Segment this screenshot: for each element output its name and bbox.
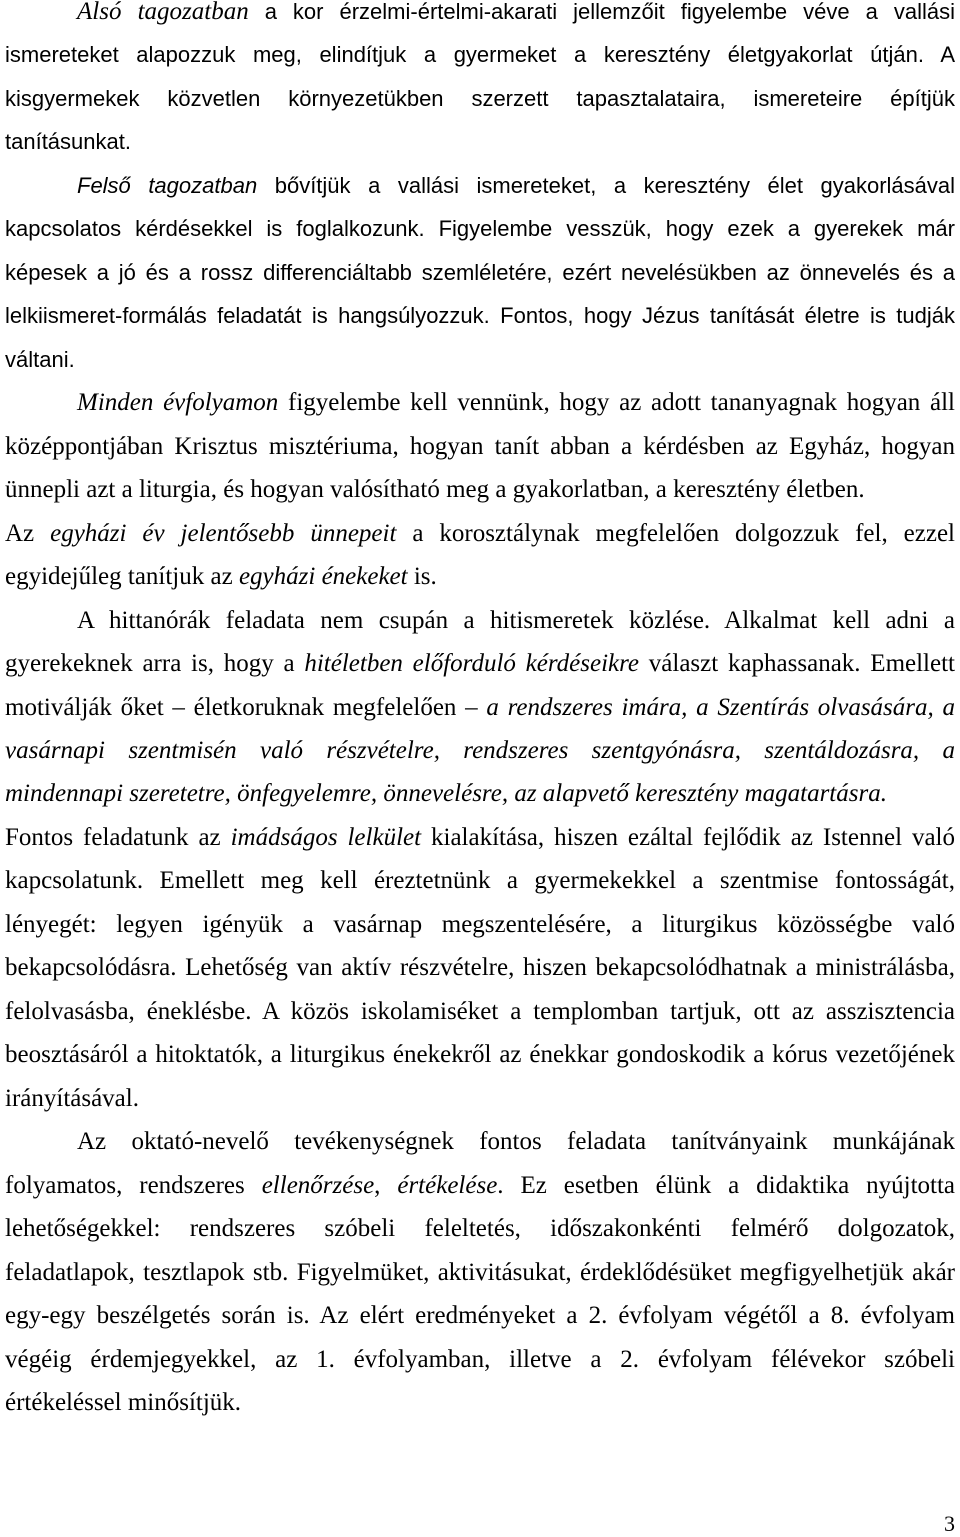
text-run: ünnepli azt a liturgia, és hogyan valósítható meg a gyakorlatban, a keresztény életben.	[5, 476, 865, 504]
emphasized-text: imádságos lelkület	[230, 823, 422, 851]
text-run: motiválják őket – életkoruknak megfelelően –	[5, 693, 487, 721]
text-run: Fontos feladatunk az	[5, 823, 231, 851]
text-line	[5, 338, 955, 381]
text-run: bővítjük a vallási ismereteket, a keresztény élet gyakorlásával	[257, 172, 955, 198]
emphasized-text: Felső tagozatban	[77, 172, 258, 198]
text-line	[5, 946, 955, 989]
text-run: kisgyermekek közvetlen környezetükben szerzett tapasztalataira, ismereteire építjük	[5, 85, 955, 111]
text-line	[5, 1120, 955, 1163]
text-run: Az oktató-nevelő tevékenységnek fontos feladata tanítványaink munkájának	[77, 1128, 955, 1156]
emphasized-text: egyházi év jelentősebb ünnepeit	[50, 519, 397, 547]
text-run: tanításunkat.	[5, 129, 131, 155]
paragraph-upper-grades	[5, 164, 955, 381]
text-line	[5, 599, 955, 642]
emphasized-text: vasárnapi szentmisén való részvételre, rendszeres szentgyónásra, szentáldozásra, a	[5, 736, 955, 764]
text-run: irányításával.	[5, 1084, 139, 1112]
emphasized-text: egyházi énekeket	[238, 563, 408, 591]
text-line	[5, 381, 955, 424]
text-run: folyamatos, rendszeres	[5, 1171, 262, 1199]
text-run: Az	[5, 519, 51, 547]
text-line	[5, 1381, 955, 1424]
paragraph-church-year	[5, 512, 955, 599]
paragraph-every-grade	[5, 381, 955, 511]
text-run: felolvasásba, éneklésbe. A közös iskolamiséket a templomban tartjuk, ott az asszisztencia	[5, 997, 955, 1025]
emphasized-text: Alsó tagozatban	[77, 0, 249, 25]
text-run: egyidejűleg tanítjuk az	[5, 563, 239, 591]
text-run: végéig érdemjegyekkel, az 1. évfolyamban, illetve a 2. évfolyam félévekor szóbeli	[5, 1345, 955, 1373]
text-line	[5, 816, 955, 859]
text-line	[5, 425, 955, 468]
emphasized-text: Minden évfolyamon	[77, 389, 279, 417]
page-number: 3	[944, 1511, 955, 1536]
text-line	[5, 251, 955, 294]
text-line	[5, 468, 955, 511]
text-run: figyelembe kell vennünk, hogy az adott tananyagnak hogyan áll	[278, 389, 955, 417]
text-line	[5, 903, 955, 946]
text-run: A hittanórák feladata nem csupán a hitismeretek közlése. Alkalmat kell adni a	[77, 606, 955, 634]
emphasized-text: hitéletben előforduló kérdéseikre	[304, 650, 640, 678]
text-line	[5, 642, 955, 685]
emphasized-text: a rendszeres imára, a Szentírás olvasására, a	[486, 693, 955, 721]
text-line	[5, 0, 955, 33]
text-run: feladatlapok, tesztlapok stb. Figyelmüket, aktivitásukat, érdeklődésüket megfigyelhetjük akár	[5, 1258, 955, 1286]
paragraph-assessment	[5, 1120, 955, 1424]
emphasized-text: mindennapi szeretetre, önfegyelemre, önnevelésre, az alapvető keresztény magatartásra.	[5, 780, 887, 808]
text-run: kapcsolatos kérdésekkel is foglalkozunk. Figyelembe vesszük, hogy ezek a gyerekek már	[5, 216, 955, 242]
text-run: középpontjában Krisztus misztériuma, hogyan tanít abban a kérdésben az Egyház, hogyan	[5, 432, 955, 460]
text-run: gyerekeknek arra is, hogy a	[5, 650, 305, 678]
text-run: választ kaphassanak. Emellett	[639, 650, 955, 678]
text-line	[5, 990, 955, 1033]
text-run: ismereteket alapozzuk meg, elindítjuk a gyermeket a keresztény életgyakorlat útján. A	[5, 42, 955, 68]
text-line	[5, 33, 955, 76]
text-run: a kor érzelmi-értelmi-akarati jellemzőit figyelembe véve a vallási	[248, 0, 955, 24]
text-run: kialakítása, hiszen ezáltal fejlődik az Istennel való	[421, 823, 955, 851]
text-line	[5, 1077, 955, 1120]
text-line	[5, 164, 955, 207]
text-line	[5, 1164, 955, 1207]
text-line	[5, 1207, 955, 1250]
text-line	[5, 77, 955, 120]
text-line	[5, 120, 955, 163]
text-run: a korosztálynak megfelelően dolgozzuk fel, ezzel	[396, 519, 955, 547]
text-line	[5, 1251, 955, 1294]
text-run: váltani.	[5, 346, 75, 372]
paragraph-lesson-tasks	[5, 599, 955, 816]
text-line	[5, 1338, 955, 1381]
emphasized-text: értékelése	[397, 1171, 498, 1199]
text-run: egy-egy beszélgetés során is. Az elért eredményeket a 2. évfolyam végétől a 8. évfolyam	[5, 1302, 955, 1330]
text-line	[5, 772, 955, 815]
text-line	[5, 1033, 955, 1076]
text-run: értékeléssel minősítjük.	[5, 1389, 242, 1416]
text-run: beosztásáról a hitoktatók, a liturgikus énekekről az énekkar gondoskodik a kórus vezetőjének	[5, 1041, 955, 1069]
text-line	[5, 555, 955, 598]
emphasized-text: ellenőrzése	[261, 1171, 375, 1199]
text-run: lehetőségekkel: rendszeres szóbeli feleltetés, időszakonkénti felmérő dolgozatok,	[5, 1215, 955, 1243]
text-run: bekapcsolódásra. Lehetőség van aktív részvételre, hiszen bekapcsolódhatnak a ministrálásba,	[5, 954, 955, 982]
text-run: képesek a jó és a rossz differenciáltabb szemléletére, ezért nevelésükben az önnevelés és a	[5, 259, 955, 285]
text-line	[5, 729, 955, 772]
text-line	[5, 207, 955, 250]
text-run: . Ez esetben élünk a didaktika nyújtotta	[497, 1171, 956, 1199]
text-run: is.	[407, 563, 437, 591]
text-line	[5, 512, 955, 555]
paragraph-prayerful-attitude	[5, 816, 955, 1120]
text-line	[5, 859, 955, 902]
text-line	[5, 294, 955, 337]
text-line	[5, 686, 955, 729]
text-run: lényegét: legyen igényük a vasárnap megszentelésére, a liturgikus közösségbe való	[5, 910, 955, 938]
text-line	[5, 1294, 955, 1337]
paragraph-lower-grades	[5, 0, 955, 164]
text-run: kapcsolatunk. Emellett meg kell éreztetnünk a gyermekekkel a szentmise fontosságát,	[5, 867, 955, 895]
document-body	[5, 0, 955, 1424]
text-run: ,	[374, 1171, 398, 1199]
text-run: lelkiismeret-formálás feladatát is hangsúlyozzuk. Fontos, hogy Jézus tanítását életre is tudják	[5, 303, 955, 329]
